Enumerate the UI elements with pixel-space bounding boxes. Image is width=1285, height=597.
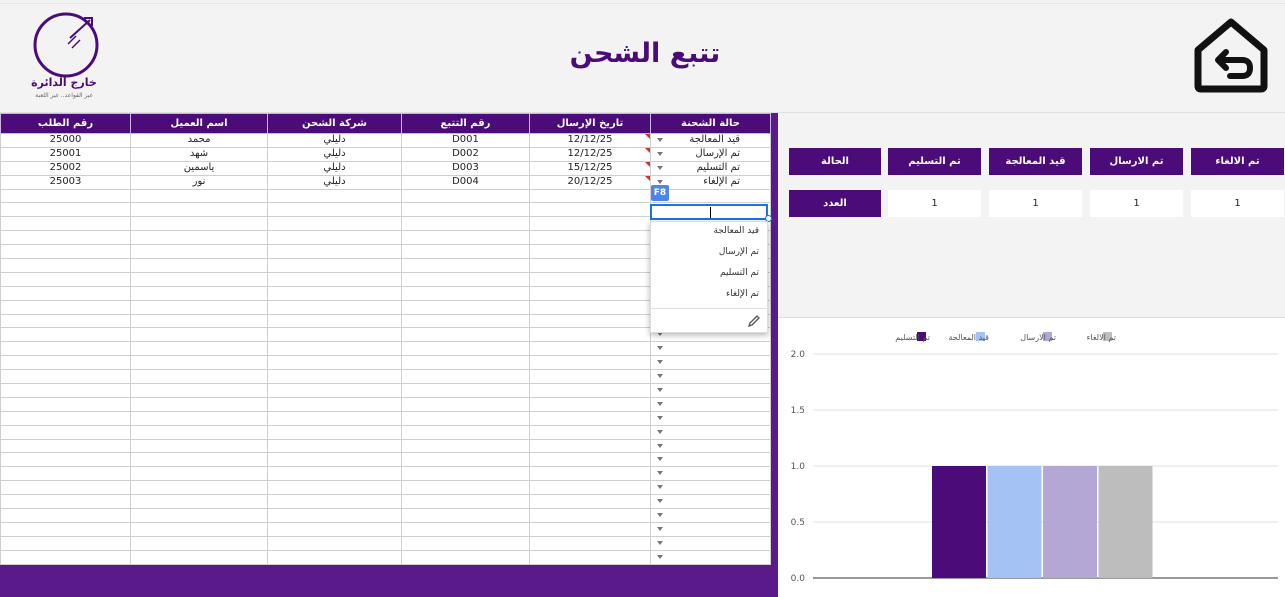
empty-cell[interactable] — [651, 411, 771, 425]
empty-cell[interactable] — [530, 328, 651, 342]
dropdown-option[interactable]: تم التسليم — [719, 268, 759, 278]
empty-cell[interactable] — [530, 536, 651, 550]
empty-cell[interactable] — [402, 189, 530, 203]
table-cell[interactable]: ياسمين — [131, 161, 268, 175]
summary-status-header: تم الارسال — [1090, 148, 1183, 175]
empty-cell[interactable] — [530, 245, 651, 259]
table-row — [1, 342, 771, 356]
dropdown-arrow-icon[interactable] — [657, 402, 663, 406]
empty-cell[interactable] — [1, 328, 131, 342]
empty-cell[interactable] — [1, 425, 131, 439]
dropdown-arrow-icon[interactable] — [657, 513, 663, 517]
table-row — [1, 370, 771, 384]
pencil-icon[interactable] — [747, 314, 761, 328]
table-cell[interactable]: دليلي — [268, 147, 402, 161]
empty-cell[interactable] — [1, 536, 131, 550]
empty-cell[interactable] — [402, 439, 530, 453]
empty-cell[interactable] — [131, 425, 268, 439]
empty-cell[interactable] — [402, 272, 530, 286]
empty-cell[interactable] — [131, 217, 268, 231]
empty-cell[interactable] — [1, 481, 131, 495]
empty-cell[interactable] — [402, 550, 530, 564]
table-cell[interactable]: D001 — [402, 134, 530, 148]
empty-cell[interactable] — [1, 356, 131, 370]
table-header-row — [1, 114, 771, 134]
table-cell[interactable]: D003 — [402, 161, 530, 175]
empty-cell[interactable] — [530, 522, 651, 536]
column-header[interactable]: رقم الطلب — [1, 114, 131, 134]
empty-cell[interactable] — [1, 272, 131, 286]
legend-label: تم التسليم — [895, 333, 930, 342]
shortcut-badge: F8 — [651, 185, 669, 201]
status-chart[interactable] — [778, 318, 1285, 597]
chart-bar — [932, 466, 986, 578]
table-cell[interactable]: قيد المعالجة — [651, 134, 771, 148]
empty-cell[interactable] — [1, 550, 131, 564]
y-tick-label: 2.0 — [790, 350, 805, 360]
empty-cell[interactable] — [651, 356, 771, 370]
empty-cell[interactable] — [651, 467, 771, 481]
dropdown-arrow-icon[interactable] — [657, 555, 663, 559]
empty-cell[interactable] — [131, 300, 268, 314]
table-cell[interactable]: تم الإلغاء — [651, 175, 771, 189]
logo-tagline: غير القواعد.. غير اللعبة — [35, 92, 93, 99]
table-row — [1, 509, 771, 523]
summary-row-label: العدد — [789, 190, 881, 217]
empty-cell[interactable] — [530, 314, 651, 328]
table-cell[interactable]: 12/12/25 — [530, 134, 651, 148]
table-cell[interactable]: محمد — [131, 134, 268, 148]
empty-cell[interactable] — [1, 384, 131, 398]
empty-cell[interactable] — [131, 272, 268, 286]
table-cell[interactable]: 20/12/25 — [530, 175, 651, 189]
chart-bar — [988, 466, 1042, 578]
dropdown-arrow-icon[interactable] — [657, 332, 663, 336]
empty-cell[interactable] — [402, 217, 530, 231]
empty-cell[interactable] — [1, 300, 131, 314]
empty-cell[interactable] — [402, 328, 530, 342]
empty-cell[interactable] — [402, 384, 530, 398]
empty-cell[interactable] — [131, 356, 268, 370]
empty-cell[interactable] — [530, 453, 651, 467]
empty-cell[interactable] — [530, 550, 651, 564]
table-cell[interactable]: 15/12/25 — [530, 161, 651, 175]
empty-cell[interactable] — [651, 509, 771, 523]
summary-status-header: تم التسليم — [888, 148, 981, 175]
empty-cell[interactable] — [268, 314, 402, 328]
empty-cell[interactable] — [402, 314, 530, 328]
column-header[interactable]: تاريخ الإرسال — [530, 114, 651, 134]
summary-status-header: قيد المعالجة — [989, 148, 1082, 175]
table-row — [1, 495, 771, 509]
column-header[interactable]: حالة الشحنة — [651, 114, 771, 134]
table-row — [1, 467, 771, 481]
table-cell[interactable]: دليلي — [268, 161, 402, 175]
empty-cell[interactable] — [1, 286, 131, 300]
empty-cell[interactable] — [651, 397, 771, 411]
empty-cell[interactable] — [530, 384, 651, 398]
empty-cell[interactable] — [530, 509, 651, 523]
empty-cell[interactable] — [402, 495, 530, 509]
table-row — [1, 356, 771, 370]
empty-cell[interactable] — [402, 425, 530, 439]
empty-cell[interactable] — [268, 259, 402, 273]
note-flag-icon — [645, 134, 650, 139]
dropdown-arrow-icon[interactable] — [657, 180, 663, 184]
empty-cell[interactable] — [268, 550, 402, 564]
empty-cell[interactable] — [530, 342, 651, 356]
empty-cell[interactable] — [268, 384, 402, 398]
empty-cell[interactable] — [530, 189, 651, 203]
empty-cell[interactable] — [131, 203, 268, 217]
y-tick-label: 1.0 — [790, 462, 805, 472]
empty-cell[interactable] — [402, 356, 530, 370]
summary-count: 1 — [1191, 190, 1284, 217]
empty-cell[interactable] — [1, 453, 131, 467]
dropdown-arrow-icon[interactable] — [657, 430, 663, 434]
empty-cell[interactable] — [530, 231, 651, 245]
table-row — [1, 453, 771, 467]
empty-cell[interactable] — [131, 384, 268, 398]
empty-cell[interactable] — [131, 509, 268, 523]
legend-label: قيد المعالجة — [948, 333, 989, 342]
note-flag-icon — [645, 176, 650, 181]
summary-count: 1 — [888, 190, 981, 217]
dropdown-arrow-icon[interactable] — [657, 457, 663, 461]
empty-cell[interactable] — [530, 439, 651, 453]
dropdown-arrow-icon[interactable] — [657, 374, 663, 378]
empty-cell[interactable] — [268, 300, 402, 314]
empty-cell[interactable] — [131, 189, 268, 203]
y-tick-label: 1.5 — [790, 406, 805, 416]
empty-cell[interactable] — [402, 467, 530, 481]
tracking-table — [0, 113, 771, 565]
summary-count: 1 — [989, 190, 1082, 217]
table-row — [1, 425, 771, 439]
empty-cell[interactable] — [1, 259, 131, 273]
empty-cell[interactable] — [1, 467, 131, 481]
table-row — [1, 439, 771, 453]
empty-cell[interactable] — [402, 481, 530, 495]
dropdown-option[interactable]: تم الإلغاء — [725, 289, 759, 299]
empty-cell[interactable] — [402, 397, 530, 411]
table-cell[interactable]: 25000 — [1, 134, 131, 148]
empty-cell[interactable] — [1, 370, 131, 384]
table-cell[interactable]: دليلي — [268, 134, 402, 148]
empty-cell[interactable] — [530, 397, 651, 411]
empty-cell[interactable] — [402, 509, 530, 523]
empty-cell[interactable] — [1, 314, 131, 328]
empty-cell[interactable] — [1, 231, 131, 245]
table-row — [1, 550, 771, 564]
table-row — [1, 384, 771, 398]
empty-cell[interactable] — [268, 453, 402, 467]
column-header[interactable]: اسم العميل — [131, 114, 268, 134]
empty-cell[interactable] — [1, 522, 131, 536]
empty-cell[interactable] — [402, 300, 530, 314]
empty-cell[interactable] — [1, 439, 131, 453]
empty-cell[interactable] — [530, 495, 651, 509]
empty-cell[interactable] — [268, 425, 402, 439]
empty-cell[interactable] — [402, 245, 530, 259]
empty-cell[interactable] — [1, 342, 131, 356]
empty-cell[interactable] — [530, 425, 651, 439]
empty-cell[interactable] — [1, 245, 131, 259]
empty-cell[interactable] — [1, 203, 131, 217]
empty-cell[interactable] — [651, 522, 771, 536]
dropdown-arrow-icon[interactable] — [657, 388, 663, 392]
empty-cell[interactable] — [402, 231, 530, 245]
empty-cell[interactable] — [402, 342, 530, 356]
dropdown-arrow-icon[interactable] — [657, 138, 663, 142]
dropdown-arrow-icon[interactable] — [657, 471, 663, 475]
empty-cell[interactable] — [402, 453, 530, 467]
empty-cell[interactable] — [651, 495, 771, 509]
empty-cell[interactable] — [131, 328, 268, 342]
empty-cell[interactable] — [268, 189, 402, 203]
empty-cell[interactable] — [131, 495, 268, 509]
empty-cell[interactable] — [651, 550, 771, 564]
empty-cell[interactable] — [131, 439, 268, 453]
empty-cell[interactable] — [268, 356, 402, 370]
empty-cell[interactable] — [131, 411, 268, 425]
empty-cell[interactable] — [268, 495, 402, 509]
empty-cell[interactable] — [1, 189, 131, 203]
empty-cell[interactable] — [268, 481, 402, 495]
dropdown-arrow-icon[interactable] — [657, 152, 663, 156]
empty-cell[interactable] — [402, 286, 530, 300]
empty-cell[interactable] — [402, 259, 530, 273]
empty-cell[interactable] — [268, 203, 402, 217]
empty-cell[interactable] — [131, 342, 268, 356]
empty-cell[interactable] — [651, 453, 771, 467]
empty-cell[interactable] — [651, 439, 771, 453]
empty-cell[interactable] — [131, 397, 268, 411]
table-row — [1, 522, 771, 536]
empty-cell[interactable] — [268, 342, 402, 356]
empty-cell[interactable] — [530, 467, 651, 481]
empty-cell[interactable] — [530, 203, 651, 217]
empty-cell[interactable] — [651, 384, 771, 398]
active-cell-editor[interactable] — [650, 204, 768, 220]
dropdown-arrow-icon[interactable] — [657, 499, 663, 503]
table-cell[interactable]: 25002 — [1, 161, 131, 175]
chart-canvas — [778, 318, 1285, 597]
legend-label: تم الالغاء — [1086, 333, 1116, 342]
empty-cell[interactable] — [131, 453, 268, 467]
legend-label: تم الارسال — [1020, 333, 1056, 342]
empty-cell[interactable] — [530, 259, 651, 273]
dropdown-arrow-icon[interactable] — [657, 346, 663, 350]
empty-cell[interactable] — [268, 509, 402, 523]
empty-cell[interactable] — [131, 259, 268, 273]
table-cell[interactable]: تم الإرسال — [651, 147, 771, 161]
empty-cell[interactable] — [131, 245, 268, 259]
empty-cell[interactable] — [530, 272, 651, 286]
table-row — [1, 161, 771, 175]
empty-cell[interactable] — [651, 481, 771, 495]
empty-cell[interactable] — [651, 370, 771, 384]
empty-cell[interactable] — [1, 397, 131, 411]
table-row — [1, 481, 771, 495]
empty-cell[interactable] — [268, 411, 402, 425]
table-row — [1, 411, 771, 425]
empty-cell[interactable] — [1, 411, 131, 425]
empty-cell[interactable] — [268, 439, 402, 453]
empty-cell[interactable] — [1, 217, 131, 231]
empty-cell[interactable] — [131, 467, 268, 481]
empty-cell[interactable] — [651, 425, 771, 439]
empty-cell[interactable] — [131, 550, 268, 564]
empty-cell[interactable] — [402, 522, 530, 536]
table-cell[interactable]: D004 — [402, 175, 530, 189]
table-row — [1, 147, 771, 161]
home-back-icon[interactable] — [1190, 14, 1272, 94]
empty-cell[interactable] — [530, 370, 651, 384]
table-cell[interactable]: D002 — [402, 147, 530, 161]
logo-icon — [24, 12, 108, 104]
note-flag-icon — [645, 148, 650, 153]
empty-cell[interactable] — [402, 203, 530, 217]
column-gridline-strip — [0, 0, 1285, 4]
page-title: تتبع الشحن — [569, 38, 721, 69]
table-cell[interactable]: دليلي — [268, 175, 402, 189]
empty-cell[interactable] — [651, 536, 771, 550]
y-tick-label: 0.0 — [790, 574, 805, 584]
empty-cell[interactable] — [131, 536, 268, 550]
dropdown-arrow-icon[interactable] — [657, 541, 663, 545]
empty-cell[interactable] — [131, 231, 268, 245]
empty-cell[interactable] — [402, 411, 530, 425]
empty-cell[interactable] — [268, 328, 402, 342]
empty-cell[interactable] — [651, 342, 771, 356]
empty-cell[interactable] — [530, 411, 651, 425]
empty-cell[interactable] — [530, 356, 651, 370]
table-cell[interactable]: 25003 — [1, 175, 131, 189]
logo-name: خارج الدائرة — [31, 76, 97, 89]
summary-row-label: الحالة — [789, 148, 881, 175]
empty-cell[interactable] — [402, 370, 530, 384]
dropdown-option[interactable]: تم الإرسال — [718, 247, 759, 257]
empty-cell[interactable] — [268, 272, 402, 286]
empty-cell[interactable] — [268, 370, 402, 384]
table-row — [1, 397, 771, 411]
table-cell[interactable]: شهد — [131, 147, 268, 161]
dropdown-arrow-icon[interactable] — [657, 444, 663, 448]
summary-panel — [778, 113, 1285, 318]
table-cell[interactable]: 12/12/25 — [530, 147, 651, 161]
table-row — [1, 134, 771, 148]
empty-cell[interactable] — [268, 231, 402, 245]
empty-cell[interactable] — [530, 217, 651, 231]
dropdown-arrow-icon[interactable] — [657, 416, 663, 420]
empty-cell[interactable] — [402, 536, 530, 550]
summary-count: 1 — [1090, 190, 1183, 217]
status-dropdown-menu — [650, 221, 768, 333]
table-cell[interactable]: تم التسليم — [651, 161, 771, 175]
dropdown-option[interactable]: قيد المعالجة — [713, 226, 759, 236]
column-header[interactable]: رقم التتبع — [402, 114, 530, 134]
chart-bar — [1043, 466, 1097, 578]
empty-cell[interactable] — [530, 300, 651, 314]
empty-cell[interactable] — [268, 467, 402, 481]
empty-cell[interactable] — [131, 522, 268, 536]
dropdown-arrow-icon[interactable] — [657, 166, 663, 170]
summary-status-header: تم الالغاء — [1191, 148, 1284, 175]
table-row — [1, 536, 771, 550]
empty-cell[interactable] — [268, 217, 402, 231]
chart-bar — [1099, 466, 1153, 578]
column-header[interactable]: شركة الشحن — [268, 114, 402, 134]
dropdown-arrow-icon[interactable] — [657, 485, 663, 489]
text-cursor — [710, 207, 711, 218]
empty-cell[interactable] — [131, 481, 268, 495]
empty-cell[interactable] — [268, 286, 402, 300]
y-tick-label: 0.5 — [790, 518, 805, 528]
empty-cell[interactable] — [131, 370, 268, 384]
dropdown-arrow-icon[interactable] — [657, 527, 663, 531]
header-band — [0, 0, 1285, 113]
empty-cell[interactable] — [530, 481, 651, 495]
empty-cell[interactable] — [1, 509, 131, 523]
empty-cell[interactable] — [1, 495, 131, 509]
note-flag-icon — [645, 162, 650, 167]
empty-cell[interactable] — [268, 245, 402, 259]
table-cell[interactable]: نور — [131, 175, 268, 189]
table-cell[interactable]: 25001 — [1, 147, 131, 161]
empty-cell[interactable] — [268, 522, 402, 536]
dropdown-divider — [651, 308, 769, 309]
empty-cell[interactable] — [131, 314, 268, 328]
empty-cell[interactable] — [530, 286, 651, 300]
empty-cell[interactable] — [268, 397, 402, 411]
dropdown-arrow-icon[interactable] — [657, 360, 663, 364]
empty-cell[interactable] — [268, 536, 402, 550]
empty-cell[interactable] — [131, 286, 268, 300]
